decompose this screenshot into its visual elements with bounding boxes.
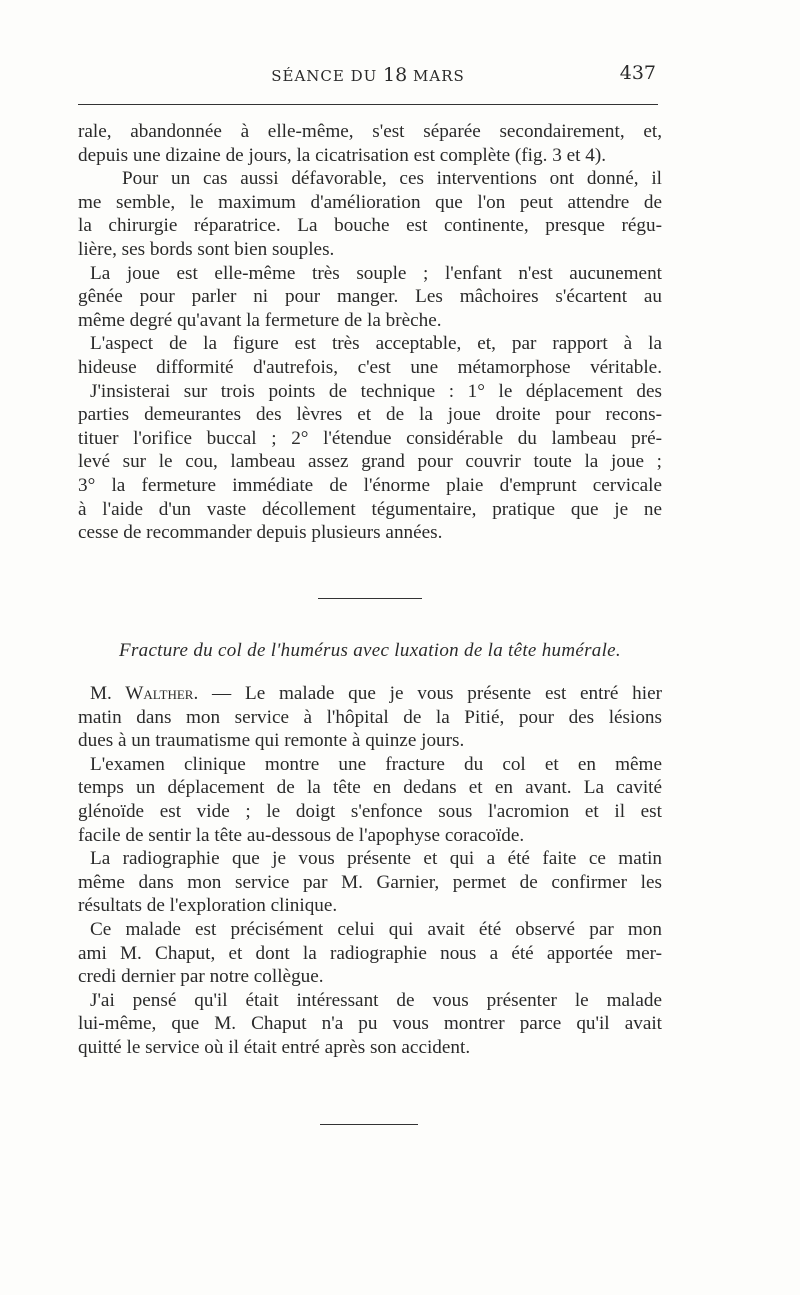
text-line: J'insisterai sur trois points de technique : 1° le déplacement des xyxy=(90,380,662,402)
paragraph xyxy=(78,167,662,261)
header-title-day: 18 xyxy=(383,64,408,86)
section-title: Fracture du col de l'humérus avec luxation de la tête humérale. xyxy=(119,640,621,661)
section-2-text xyxy=(78,682,662,1060)
paragraph xyxy=(78,918,662,989)
text-line: ami M. Chaput, et dont la radiographie nous a été apportée mer- xyxy=(78,942,662,964)
text-line: lière, ses bords sont bien souples. xyxy=(78,238,335,260)
text-line: L'aspect de la figure est très acceptable, et, par rapport à la xyxy=(90,333,662,355)
text-line: hideuse difformité d'autrefois, c'est une métamorphose véritable. xyxy=(78,356,662,378)
text-line: lui-même, que M. Chaput n'a pu vous montrer parce qu'il avait xyxy=(78,1013,662,1035)
end-rule xyxy=(320,1124,418,1125)
paragraph xyxy=(78,682,662,753)
header-title xyxy=(78,64,658,86)
text-line: résultats de l'exploration clinique. xyxy=(78,895,338,917)
paragraph xyxy=(78,753,662,847)
text-line: dues à un traumatisme qui remonte à quinze jours. xyxy=(78,730,465,752)
text-line: gênée pour parler ni pour manger. Les mâchoires s'écartent au xyxy=(78,286,662,308)
section-separator-rule xyxy=(318,598,422,599)
text-line: me semble, le maximum d'amélioration que l'on peut attendre de xyxy=(78,191,662,213)
text-line: même degré qu'avant la fermeture de la brèche. xyxy=(78,309,442,331)
running-header xyxy=(78,64,658,90)
text-line: La joue est elle-même très souple ; l'enfant n'est aucunement xyxy=(90,262,662,284)
paragraph xyxy=(78,380,662,545)
text-line: depuis une dizaine de jours, la cicatrisation est complète (fig. 3 et 4). xyxy=(78,144,607,166)
text-line: rale, abandonnée à elle-même, s'est séparée secondairement, et, xyxy=(78,121,662,142)
text-line: Ce malade est précisément celui qui avait été observé par mon xyxy=(90,918,662,940)
text-line: quitté le service où il était entré après son accident. xyxy=(78,1036,471,1058)
text-line: à l'aide d'un vaste décollement tégumentaire, pratique que je ne xyxy=(78,498,662,520)
text-line: cesse de recommander depuis plusieurs années. xyxy=(78,522,443,544)
paragraph xyxy=(78,989,662,1060)
text-line: parties demeurantes des lèvres et de la joue droite pour recons- xyxy=(78,404,662,426)
text-line: même dans mon service par M. Garnier, permet de confirmer les xyxy=(78,871,662,893)
section-1-body xyxy=(78,120,662,545)
text-line: levé sur le cou, lambeau assez grand pour couvrir toute la joue ; xyxy=(78,451,662,473)
paragraph xyxy=(78,847,662,918)
text-line: credi dernier par notre collègue. xyxy=(78,966,324,988)
section-2-body xyxy=(78,682,662,1060)
text-line: matin dans mon service à l'hôpital de la Pitié, pour des lésions xyxy=(78,706,662,728)
text-line: 3° la fermeture immédiate de l'énorme plaie d'emprunt cervicale xyxy=(78,474,662,496)
header-rule xyxy=(78,104,658,105)
speaker-name: M. Walther. xyxy=(90,683,199,704)
text-line: facile de sentir la tête au-dessous de l'apophyse coracoïde. xyxy=(78,824,525,846)
speaker-text: — Le malade que je vous présente est entré hier xyxy=(198,683,662,704)
header-title-prefix: SÉANCE DU xyxy=(271,67,378,85)
header-title-month: MARS xyxy=(413,67,465,85)
text-line: tituer l'orifice buccal ; 2° l'étendue considérable du lambeau pré- xyxy=(78,427,662,449)
page-number: 437 xyxy=(619,62,656,84)
text-line xyxy=(78,682,662,706)
paragraph xyxy=(78,332,662,379)
text-line: L'examen clinique montre une fracture du col et en même xyxy=(90,753,662,775)
text-line: la chirurgie réparatrice. La bouche est continente, presque régu- xyxy=(78,215,662,237)
text-line: glénoïde est vide ; le doigt s'enfonce sous l'acromion et il est xyxy=(78,800,662,822)
text-line: Pour un cas aussi défavorable, ces interventions ont donné, il xyxy=(122,168,662,190)
text-line: La radiographie que je vous présente et qui a été faite ce matin xyxy=(90,848,662,870)
text-line: J'ai pensé qu'il était intéressant de vous présenter le malade xyxy=(90,989,662,1011)
text-line: temps un déplacement de la tête en dedans et en avant. La cavité xyxy=(78,777,662,799)
paragraph xyxy=(78,262,662,333)
paragraph xyxy=(78,120,662,167)
